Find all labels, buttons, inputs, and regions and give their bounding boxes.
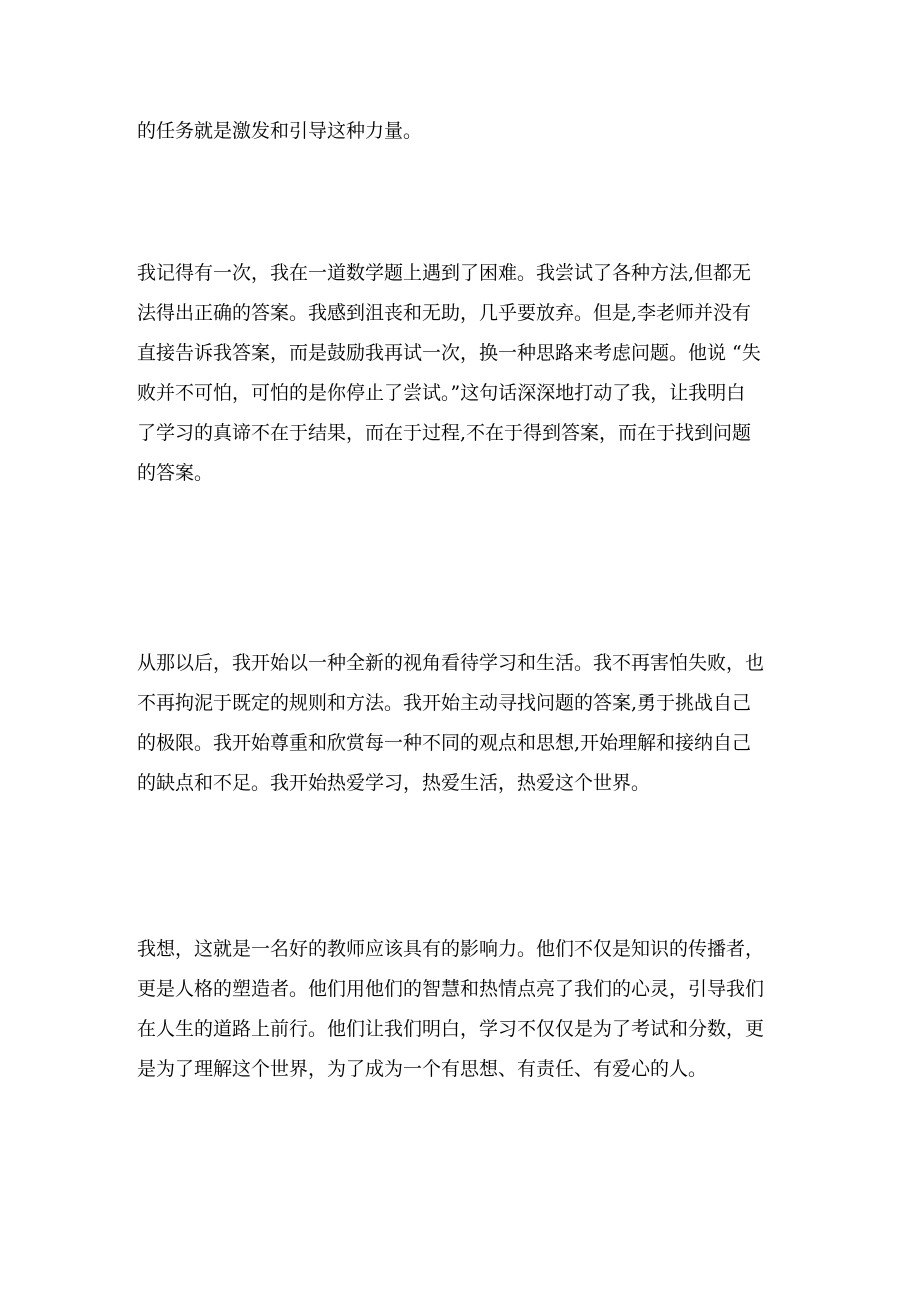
paragraph-4: 我想，这就是一名好的教师应该具有的影响力。他们不仅是知识的传播者， 更是人格的塑造者。他们用他们的智慧和热情点亮了我们的心灵，引导我们 在人生的道路上前行。他们让我们明白，学习不仅仅是为了考试和分数，更 是为了理解这个世界，为了成为一个有思想、有责任、有爱心的人。 (137, 938, 765, 1080)
paragraph-1: 的任务就是激发和引导这种力量。 (137, 120, 423, 142)
paragraph-3: 从那以后，我开始以一种全新的视角看待学习和生活。我不再害怕失败，也 不再拘泥于既定的规则和方法。我开始主动寻找问题的答案,勇于挑战自己 的极限。我开始尊重和欣赏每一种不同的观点和思想,开始理解和接纳自己 的缺点和不足。我开始热爱学习，热爱生活，热爱这个世界。 (137, 652, 765, 794)
paragraph-2: 我记得有一次，我在一道数学题上遇到了困难。我尝试了各种方法,但都无 法得出正确的答案。我感到沮丧和无助，几乎要放弃。但是,李老师并没有 直接告诉我答案，而是鼓励我再试一次，换一种思路来考虑问题。他说 “失 败并不可怕，可怕的是你停止了尝试。”这句话深深地打动了我，让我明白 了学习的真谛不在于结果，而在于过程,不在于得到答案，而在于找到问题 的答案。 (137, 262, 761, 484)
